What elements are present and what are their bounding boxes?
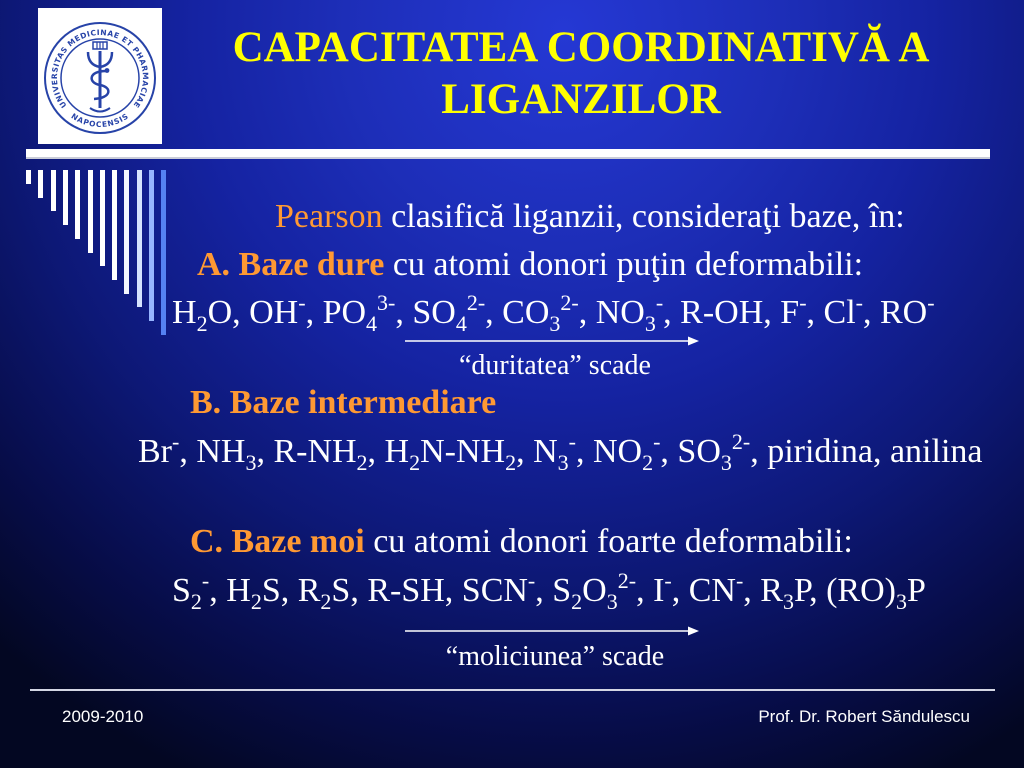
subscript: 2: [190, 589, 202, 614]
text-run: , N: [516, 433, 558, 470]
superscript: -: [927, 290, 935, 315]
slide-title-line-2: LIGANZILOR: [441, 76, 721, 123]
subscript: 2: [320, 589, 332, 614]
text-run: O: [582, 572, 607, 609]
superscript: -: [655, 290, 664, 315]
footer-divider: [30, 689, 995, 691]
subscript: 3: [557, 450, 569, 475]
subscript: 2: [642, 450, 654, 475]
trend-arrow-icon: [400, 334, 705, 348]
subscript: 4: [366, 311, 378, 336]
accent-text: Pearson: [275, 198, 383, 235]
footer-year: 2009-2010: [62, 707, 144, 726]
university-logo: [38, 8, 162, 144]
subscript: 2: [356, 450, 368, 475]
intermediate-bases-heading: [190, 383, 496, 423]
subscript: 3: [896, 589, 907, 614]
superscript: 2-: [560, 290, 579, 315]
text-run: , CN: [671, 572, 736, 609]
hard-bases-heading: [197, 245, 863, 285]
accent-heading: A. Baze dure: [197, 246, 385, 283]
superscript: -: [201, 568, 210, 593]
subscript: 2: [250, 589, 262, 614]
subscript: 3: [644, 311, 656, 336]
text-run: , SO: [660, 433, 721, 470]
text-run: , S: [535, 572, 572, 609]
text-run: , CO: [485, 294, 550, 331]
superscript: -: [172, 429, 180, 454]
subscript: 3: [782, 589, 794, 614]
superscript: 3-: [377, 290, 396, 315]
decor-stripe: [112, 170, 117, 280]
superscript: 2-: [617, 568, 637, 593]
text-run: , I: [636, 572, 665, 609]
text-run: , H: [209, 572, 251, 609]
accent-heading: C. Baze moi: [190, 523, 365, 560]
footer-author: Prof. Dr. Robert Săndulescu: [758, 707, 970, 726]
text-run: P: [907, 572, 926, 609]
soft-bases-ligands: [172, 568, 926, 614]
decor-stripe: [75, 170, 80, 239]
svg-text:NAPOCENSIS: [70, 111, 131, 129]
hard-bases-ligands: [172, 290, 935, 336]
text-run: , SO: [395, 294, 456, 331]
decor-stripe: [51, 170, 56, 211]
text-run: , Cl: [806, 294, 856, 331]
subscript: 3: [245, 450, 257, 475]
text-run: , R: [743, 572, 783, 609]
text-run: , RO: [862, 294, 928, 331]
text-run: , PO: [305, 294, 367, 331]
text-run: S, R-SH, SCN: [331, 572, 528, 609]
decor-stripe: [149, 170, 154, 321]
superscript: -: [735, 568, 744, 593]
university-seal-icon: [38, 8, 162, 144]
subscript: 2: [409, 450, 421, 475]
text-run: N-NH: [420, 433, 506, 470]
decor-stripe: [88, 170, 93, 253]
superscript: -: [568, 429, 576, 454]
text-run: , NO: [575, 433, 643, 470]
superscript: -: [298, 290, 306, 315]
decor-stripe: [161, 170, 166, 335]
decor-stripe: [26, 170, 31, 184]
text-run: S, R: [261, 572, 321, 609]
decor-stripe: [137, 170, 142, 307]
decor-stripe: [38, 170, 43, 198]
text-run: cu atomi donori puţin deformabili:: [384, 246, 864, 283]
slide-title-line-1: CAPACITATEA COORDINATIVĂ A: [232, 24, 930, 71]
subscript: 2: [571, 589, 583, 614]
trend-arrow-icon: [400, 624, 705, 638]
subscript: 3: [549, 311, 561, 336]
subscript: 3: [606, 589, 618, 614]
text-run: clasifică liganzii, consideraţi baze, în:: [382, 198, 905, 235]
superscript: -: [527, 568, 536, 593]
decor-stripes: [26, 170, 176, 340]
superscript: -: [799, 290, 807, 315]
text-run: , piridina, anilina: [750, 433, 983, 470]
title-divider: [26, 149, 990, 159]
text-run: H: [172, 294, 197, 331]
accent-heading: B. Baze intermediare: [190, 384, 497, 421]
superscript: -: [855, 290, 863, 315]
text-run: , NO: [578, 294, 645, 331]
text-run: S: [172, 572, 191, 609]
seal-city-text: NAPOCENSIS: [69, 111, 131, 129]
intermediate-bases-ligands: [138, 429, 983, 475]
text-run: , R-OH, F: [663, 294, 800, 331]
decor-stripe: [100, 170, 105, 266]
superscript: 2-: [731, 429, 751, 454]
intro-line: [275, 197, 905, 237]
text-run: Br: [138, 433, 172, 470]
caduceus-icon: [88, 42, 112, 112]
seal-text: UNIVERSITAS MEDICINAE ET PHARMACIAE: [49, 27, 151, 110]
subscript: 2: [505, 450, 517, 475]
softness-trend-caption: “moliciunea” scade: [445, 641, 665, 672]
hardness-trend-caption: “duritatea” scade: [459, 350, 651, 381]
text-run: O, OH: [207, 294, 299, 331]
text-run: , NH: [179, 433, 246, 470]
superscript: -: [664, 568, 672, 593]
subscript: 2: [196, 311, 208, 336]
decor-stripe: [124, 170, 129, 294]
soft-bases-heading: [190, 522, 853, 562]
superscript: 2-: [466, 290, 486, 315]
text-run: , H: [367, 433, 410, 470]
subscript: 3: [720, 450, 732, 475]
superscript: -: [653, 429, 661, 454]
decor-stripe: [63, 170, 68, 225]
text-run: cu atomi donori foarte deformabili:: [364, 523, 853, 560]
text-run: , R-NH: [256, 433, 357, 470]
text-run: P, (RO): [793, 572, 896, 609]
subscript: 4: [455, 311, 467, 336]
